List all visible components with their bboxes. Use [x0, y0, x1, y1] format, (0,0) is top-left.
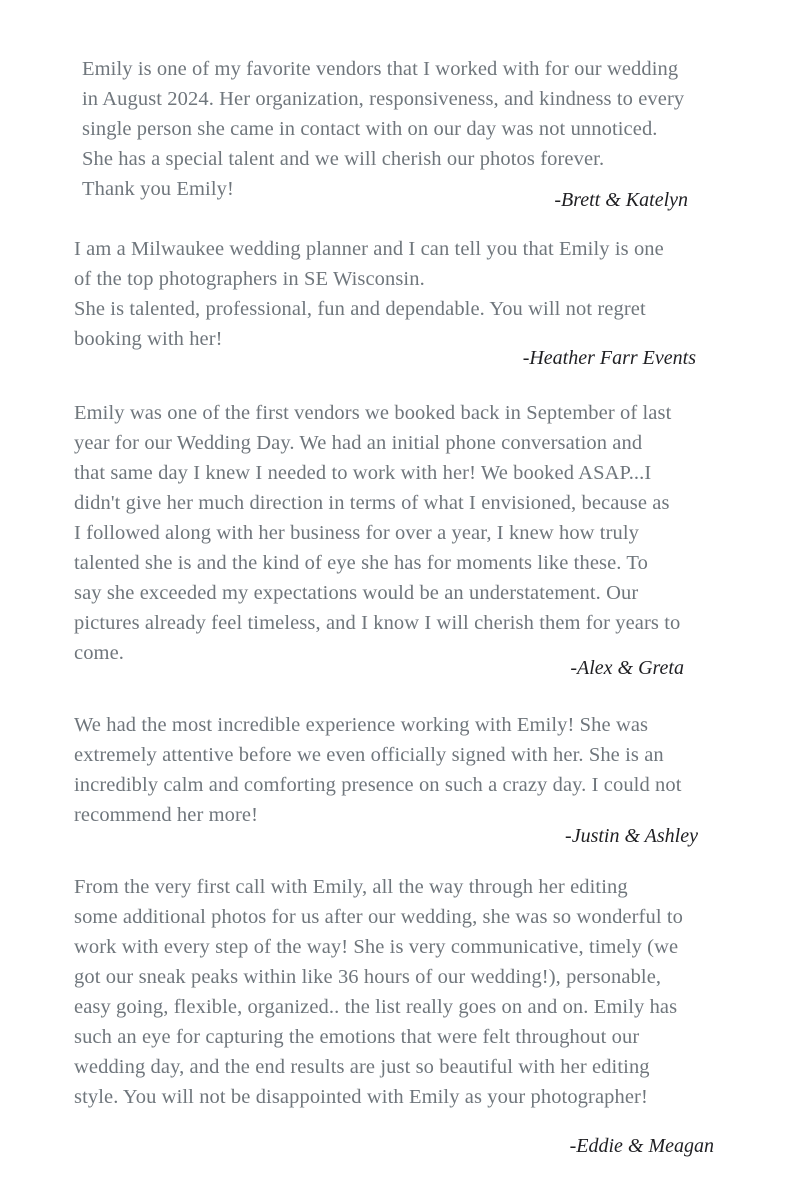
- testimonial-signature: -Heather Farr Events: [522, 347, 696, 369]
- quote-line: I am a Milwaukee wedding planner and I can tell you that Emily is one: [74, 238, 664, 260]
- quote-line: didn't give her much direction in terms of what I envisioned, because as: [74, 492, 670, 514]
- quote-line: got our sneak peaks within like 36 hours of our wedding!), personable,: [74, 966, 662, 988]
- testimonial-signature: -Eddie & Meagan: [569, 1135, 714, 1157]
- quote-line: incredibly calm and comforting presence on such a crazy day. I could not: [74, 774, 682, 796]
- testimonial-justin-ashley: [74, 710, 714, 847]
- quote-line: come.: [74, 642, 125, 664]
- testimonial-brett-katelyn: [82, 54, 714, 211]
- quote-line: say she exceeded my expectations would be an understatement. Our: [74, 582, 639, 604]
- quote-line: some additional photos for us after our wedding, she was so wonderful to: [74, 906, 683, 928]
- quote-line: She is talented, professional, fun and dependable. You will not regret: [74, 298, 646, 320]
- testimonial-quote: [74, 398, 714, 668]
- quote-line: Thank you Emily!: [82, 178, 234, 200]
- testimonial-quote: [74, 710, 714, 830]
- quote-line: such an eye for capturing the emotions that were felt throughout our: [74, 1026, 640, 1048]
- testimonial-heather-farr-events: [74, 234, 714, 369]
- quote-line: We had the most incredible experience working with Emily! She was: [74, 714, 649, 736]
- testimonial-quote: [74, 872, 714, 1112]
- quote-line: work with every step of the way! She is very communicative, timely (we: [74, 936, 679, 958]
- quote-line: extremely attentive before we even officially signed with her. She is an: [74, 744, 664, 766]
- quote-line: year for our Wedding Day. We had an initial phone conversation and: [74, 432, 643, 454]
- quote-line: pictures already feel timeless, and I know I will cherish them for years to: [74, 612, 681, 634]
- quote-line: Emily is one of my favorite vendors that I worked with for our wedding: [82, 58, 679, 80]
- quote-line: style. You will not be disappointed with Emily as your photographer!: [74, 1086, 648, 1108]
- quote-line: Emily was one of the first vendors we booked back in September of last: [74, 402, 672, 424]
- quote-line: in August 2024. Her organization, responsiveness, and kindness to every: [82, 88, 685, 110]
- quote-line: I followed along with her business for over a year, I knew how truly: [74, 522, 640, 544]
- quote-line: that same day I knew I needed to work with her! We booked ASAP...I: [74, 462, 652, 484]
- quote-line: From the very first call with Emily, all the way through her editing: [74, 876, 628, 898]
- quote-line: wedding day, and the end results are just so beautiful with her editing: [74, 1056, 650, 1078]
- quote-line: of the top photographers in SE Wisconsin.: [74, 268, 425, 290]
- testimonial-signature: -Justin & Ashley: [565, 825, 698, 847]
- quote-line: booking with her!: [74, 328, 223, 350]
- testimonial-alex-greta: [74, 398, 714, 679]
- testimonial-signature: -Brett & Katelyn: [554, 189, 688, 211]
- quote-line: single person she came in contact with on our day was not unnoticed.: [82, 118, 658, 140]
- quote-line: talented she is and the kind of eye she has for moments like these. To: [74, 552, 648, 574]
- testimonial-quote: [82, 54, 714, 204]
- testimonial-signature: -Alex & Greta: [570, 657, 684, 679]
- quote-line: She has a special talent and we will cherish our photos forever.: [82, 148, 605, 170]
- testimonial-eddie-meagan: [74, 872, 714, 1157]
- testimonial-quote: [74, 234, 714, 354]
- quote-line: recommend her more!: [74, 804, 259, 826]
- quote-line: easy going, flexible, organized.. the list really goes on and on. Emily has: [74, 996, 678, 1018]
